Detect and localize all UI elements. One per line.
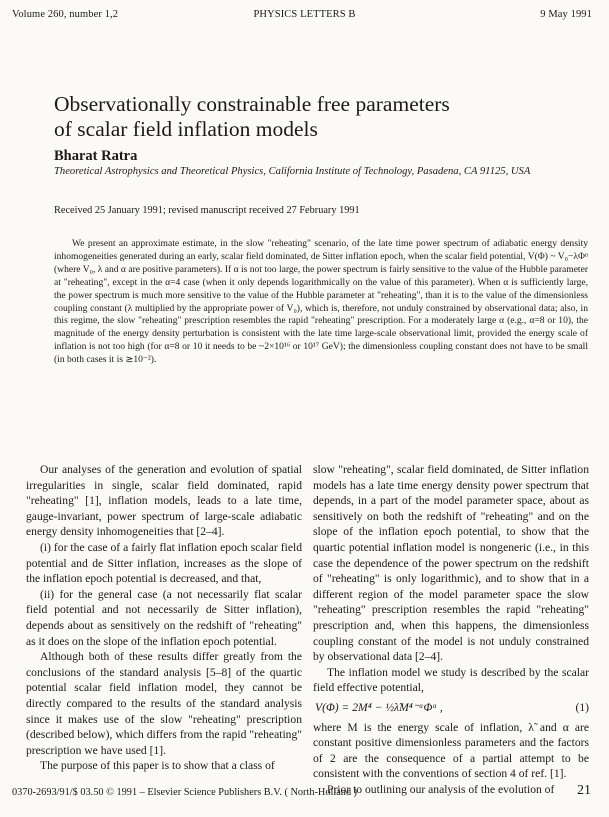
received-dates: Received 25 January 1991; revised manuscript received 27 February 1991 bbox=[54, 205, 360, 216]
paragraph: The inflation model we study is described by the scalar field effective potential, bbox=[313, 665, 589, 695]
paragraph: where M is the energy scale of inflation, λ̃ and α are constant positive dimensionless parameters and the factors of 2 are the consequence of a partial attempt to be consistent with the conventions of section 4 of ref. [1]. bbox=[313, 720, 589, 781]
equation-number: (1) bbox=[575, 700, 589, 714]
equation: V(Φ) = 2M⁴ − ½λ̃M⁴⁻ᵅΦᵅ , bbox=[315, 700, 443, 714]
title-line-2: of scalar field inflation models bbox=[54, 117, 318, 141]
paragraph: slow "reheating", scalar field dominated, de Sitter inflation models has a late time energy density power spectrum that depends, in a part of the model parameter space, about as sensitively on both the redshift of "reheating" and on the slope of the inflation epoch potential, to show that the quartic potential inflation model is nongeneric (i.e., in this case the dependence of the power spectrum on the redshift of "reheating" is only logarithmic), and to show that in a different region of the model parameter space the slow "reheating" prescription resembles the rapid "reheating" prescription and, when this happens, the dimensionless coupling constant of the model is not unduly constrained by observational data [2–4]. bbox=[313, 463, 589, 664]
paragraph: Our analyses of the generation and evolution of spatial irregularities in single, scalar field dominated, rapid "reheating" [1], inflation models, leads to a late time, gauge-invariant, power spectrum of large-scale adiabatic energy density inhomogeneities that [2–4]. bbox=[26, 463, 302, 539]
affiliation: Theoretical Astrophysics and Theoretical Physics, California Institute of Technology, Pasadena, CA 91125, USA bbox=[54, 166, 531, 177]
title-line-1: Observationally constrainable free parameters bbox=[54, 92, 450, 116]
journal-header: PHYSICS LETTERS B bbox=[253, 9, 356, 20]
author-name: Bharat Ratra bbox=[54, 148, 138, 164]
date-header: 9 May 1991 bbox=[540, 9, 592, 20]
paragraph: Although both of these results differ greatly from the conclusions of the standard analysis [5–8] of the quartic potential scalar field inflation model, they cannot be directly compared to the results of the standard analysis since it makes use of the slow "reheating" prescription (described below), which differs from the rapid "reheating" prescription we have used [1]. bbox=[26, 650, 302, 757]
equation-1 bbox=[313, 696, 589, 720]
page-number: 21 bbox=[577, 783, 591, 798]
paper-title bbox=[54, 92, 574, 142]
paragraph: (ii) for the general case (a not necessarily flat scalar field potential and not necessarily de Sitter inflation), depends about as sensitively on the redshift of "reheating" as it does on the slope of the inflation epoch potential. bbox=[26, 587, 302, 648]
paragraph: Prior to outlining our analysis of the evolution of bbox=[327, 782, 555, 796]
paragraph: (i) for the case of a fairly flat inflation epoch scalar field potential and de Sitter inflation, increases as the slope of the inflation epoch potential is decreased, and that, bbox=[26, 540, 302, 586]
volume-header: Volume 260, number 1,2 bbox=[12, 9, 119, 20]
left-column bbox=[26, 462, 302, 774]
copyright-footer: 0370-2693/91/$ 03.50 © 1991 – Elsevier Science Publishers B.V. ( North-Holland ) bbox=[12, 787, 358, 798]
paragraph: The purpose of this paper is to show that a class of bbox=[40, 759, 275, 773]
abstract: We present an approximate estimate, in the slow "reheating" scenario, of the late time power spectrum of adiabatic energy density inhomogeneities generated during an early, scalar field dominated, de Sitter inflation epoch, when the scalar field potential, V(Φ) ~ V₀−λΦᵅ (where V₀, λ and α are positive parameters). If α is not too large, the power spectrum is fairly sensitive to the value of the Hubble parameter at "reheating", except in the α=4 case (when it only depends logarithmically on the value of this parameter). When α is sufficiently large, the power spectrum is much more sensitive to the value of the Hubble parameter at "reheating", than it is to the value of the dimensionless coupling constant (λ multiplied by the appropriate power of V₀), which is, therefore, not unduly constrained by observational data; also, in this regime, the slow "reheating" prescription resembles the rapid "reheating" prescription. For a moderately large α (e.g., α=8 or 10), the magnitude of the energy density perturbation is consistent with the late time large-scale observational limit, provided the energy scale of inflation is not too high (for α=8 or 10 it needs to be ~2×10¹⁶ or 10¹⁷ GeV); the dimensionless coupling constant does not have to be small (in both cases it is ≳10⁻²). bbox=[54, 238, 588, 366]
right-column bbox=[313, 462, 589, 797]
